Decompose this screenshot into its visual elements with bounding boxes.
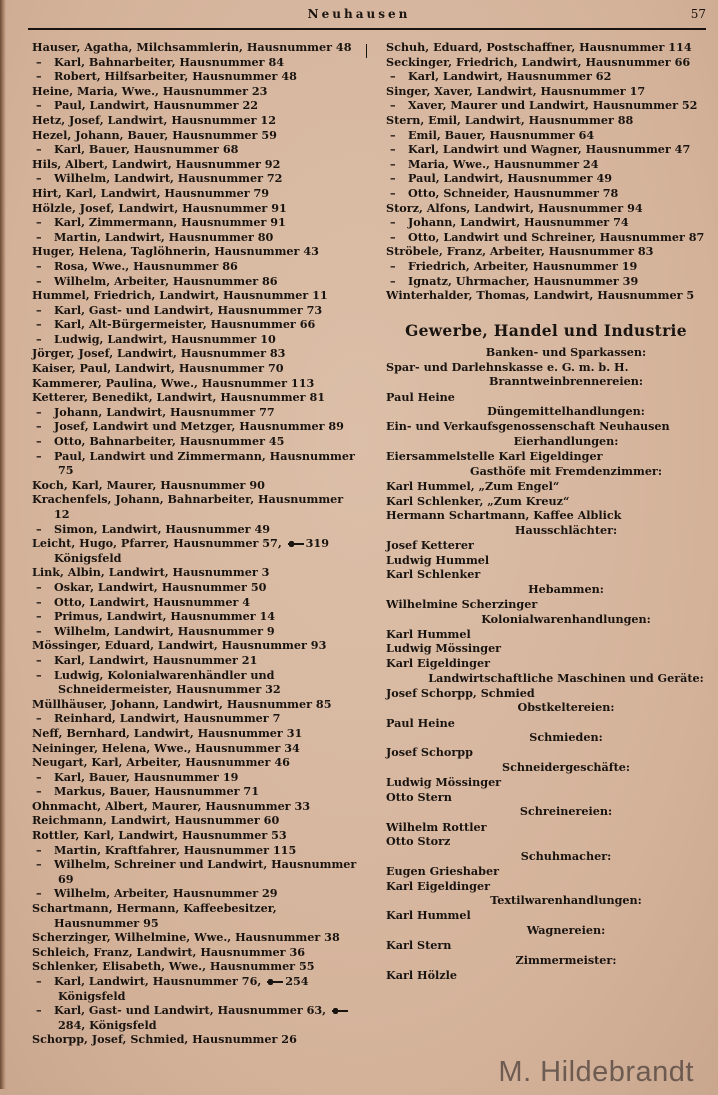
directory-entry (32, 40, 362, 55)
category-heading: Wagnereien: (526, 922, 606, 937)
ditto-dash: – (36, 974, 42, 988)
ditto-dash: – (390, 229, 396, 244)
business-item: Eugen Grieshaber (386, 864, 499, 878)
ditto-dash: – (390, 156, 396, 171)
ditto-dash: – (390, 273, 396, 288)
directory-entry (32, 215, 362, 230)
entry-text: Huger, Helena, Taglöhnerin, Hausnummer 43 (32, 244, 319, 259)
entry-text: Wilhelm, Schreiner und Landwirt, Hausnummer 69 (54, 857, 357, 886)
ditto-dash: – (36, 404, 42, 419)
directory-entry (32, 201, 362, 216)
directory-entry (32, 55, 362, 70)
entry-text: Otto, Landwirt, Hausnummer 4 (54, 594, 251, 609)
directory-entry (32, 84, 362, 99)
entry-text: Otto, Landwirt und Schreiner, Hausnummer 87 (408, 229, 705, 244)
business-item: Spar- und Darlehnskasse e. G. m. b. H. (386, 359, 629, 374)
ditto-dash: – (36, 448, 42, 463)
entry-text: Karl, Alt-Bürgermeister, Hausnummer 66 (54, 317, 316, 332)
entry-text: Karl, Landwirt, Hausnummer 62 (408, 69, 612, 84)
ditto-dash: – (36, 317, 42, 332)
directory-entry (32, 259, 362, 274)
entry-text: Scherzinger, Wilhelmine, Wwe., Hausnummer 38 (32, 930, 340, 945)
entry-text: Wilhelm, Arbeiter, Hausnummer 29 (54, 886, 278, 901)
business-item: Karl Hummel (386, 908, 471, 923)
section-title-business: Gewerbe, Handel und Industrie (405, 320, 687, 340)
entry-text: Hölzle, Josef, Landwirt, Hausnummer 91 (32, 200, 287, 215)
directory-entry (32, 668, 362, 697)
directory-entry (32, 755, 362, 770)
ditto-dash: – (36, 69, 42, 84)
directory-entry (32, 317, 362, 332)
directory-entry (32, 930, 362, 945)
category-heading: Banken- und Sparkassen: (485, 344, 647, 359)
directory-entry (32, 274, 362, 289)
column-divider (366, 44, 367, 58)
directory-entry (386, 113, 706, 128)
entry-text: Singer, Xaver, Landwirt, Hausnummer 17 (386, 83, 646, 98)
directory-entry (32, 711, 362, 726)
business-item: Karl Stern (386, 938, 452, 953)
directory-entry (32, 624, 362, 639)
entry-text: Otto, Schneider, Hausnummer 78 (408, 185, 619, 200)
entry-text: Neininger, Helena, Wwe., Hausnummer 34 (32, 740, 300, 755)
entry-text: Kammerer, Paulina, Wwe., Hausnummer 113 (32, 375, 315, 390)
entry-text: Friedrich, Arbeiter, Hausnummer 19 (408, 258, 638, 273)
ditto-dash: – (36, 609, 42, 624)
entry-text: Otto, Bahnarbeiter, Hausnummer 45 (54, 434, 285, 449)
entry-text: Schartmann, Hermann, Kaffeebesitzer, Hausnummer 95 (32, 901, 277, 930)
directory-entry (386, 259, 706, 274)
category-heading: Schuhmacher: (520, 848, 612, 863)
directory-entry (32, 901, 362, 930)
business-item: Karl Eigeldinger (386, 878, 491, 893)
business-directory (386, 345, 706, 983)
directory-entry (32, 580, 362, 595)
entry-text: Emil, Bauer, Hausnummer 64 (408, 127, 595, 142)
two-column-body (0, 30, 718, 1047)
entry-text: Winterhalder, Thomas, Landwirt, Hausnummer 5 (386, 288, 695, 303)
ditto-dash: – (36, 594, 42, 609)
business-item: Karl Hummel, „Zum Engel“ (386, 479, 560, 494)
ditto-dash: – (36, 142, 42, 157)
directory-entry (32, 128, 362, 143)
directory-entry (32, 536, 362, 565)
directory-entry (32, 726, 362, 741)
directory-entry (386, 288, 706, 303)
directory-entry (32, 784, 362, 799)
business-item: Karl Hummel (386, 626, 471, 641)
category-heading: Textilwarenhandlungen: (490, 893, 642, 908)
entry-text: Maria, Wwe., Hausnummer 24 (408, 156, 599, 171)
directory-entry (32, 959, 362, 974)
entry-text: Johann, Landwirt, Hausnummer 77 (54, 404, 275, 419)
directory-entry (32, 332, 362, 347)
directory-entry (32, 98, 362, 113)
entry-text: Karl, Bauer, Hausnummer 19 (54, 769, 239, 784)
directory-entry (386, 142, 706, 157)
ditto-dash: – (390, 215, 396, 230)
telephone-icon (332, 1008, 348, 1014)
entry-text: Martin, Landwirt, Hausnummer 80 (54, 229, 274, 244)
directory-entry (386, 215, 706, 230)
business-item: Karl Schlenker (386, 567, 481, 582)
ditto-dash: – (36, 331, 42, 346)
ditto-dash: – (36, 434, 42, 449)
directory-entry (32, 595, 362, 610)
entry-text: Paul, Landwirt, Hausnummer 22 (54, 98, 259, 113)
directory-entry (32, 522, 362, 537)
directory-entry (32, 697, 362, 712)
directory-entry (32, 638, 362, 653)
ditto-dash: – (36, 842, 42, 857)
category-heading: Zimmermeister: (515, 952, 617, 967)
entry-text: Schorpp, Josef, Schmied, Hausnummer 26 (32, 1032, 297, 1047)
resident-list-left (32, 40, 362, 1047)
category-heading: Hausschlächter: (514, 522, 618, 537)
ditto-dash: – (36, 711, 42, 726)
directory-entry (32, 434, 362, 449)
ditto-dash: – (390, 185, 396, 200)
ditto-dash: – (36, 667, 42, 682)
business-item: Karl Schlenker, „Zum Kreuz“ (386, 493, 570, 508)
entry-text: Heine, Maria, Wwe., Hausnummer 23 (32, 83, 268, 98)
category-heading: Gasthöfe mit Fremdenzimmer: (470, 463, 662, 478)
business-item: Karl Eigeldinger (386, 656, 491, 671)
category-heading: Schreinereien: (519, 804, 613, 819)
entry-text: Hezel, Johann, Bauer, Hausnummer 59 (32, 127, 277, 142)
directory-entry (32, 244, 362, 259)
entry-text: Martin, Kraftfahrer, Hausnummer 115 (54, 842, 297, 857)
entry-text: Josef, Landwirt und Metzger, Hausnummer 89 (54, 419, 344, 434)
directory-entry (386, 128, 706, 143)
entry-text: Wilhelm, Landwirt, Hausnummer 9 (54, 623, 275, 638)
business-item: Ludwig Mössinger (386, 641, 502, 656)
directory-entry (32, 945, 362, 960)
entry-text: Karl, Gast- und Landwirt, Hausnummer 73 (54, 302, 323, 317)
entry-text: Markus, Bauer, Hausnummer 71 (54, 784, 259, 799)
directory-entry (32, 171, 362, 186)
business-item: Eiersammelstelle Karl Eigeldinger (386, 449, 603, 464)
entry-text: Robert, Hilfsarbeiter, Hausnummer 48 (54, 69, 297, 84)
entry-text: Hirt, Karl, Landwirt, Hausnummer 79 (32, 185, 270, 200)
directory-entry (386, 98, 706, 113)
directory-entry (32, 303, 362, 318)
directory-entry (386, 201, 706, 216)
entry-text: Stern, Emil, Landwirt, Hausnummer 88 (386, 112, 634, 127)
directory-entry (32, 770, 362, 785)
entry-text: Reichmann, Landwirt, Hausnummer 60 (32, 813, 280, 828)
directory-entry (32, 346, 362, 361)
entry-text: Jörger, Josef, Landwirt, Hausnummer 83 (32, 346, 286, 361)
entry-text: Schuh, Eduard, Postschaffner, Hausnummer 114 (386, 40, 692, 54)
right-column (386, 40, 706, 983)
entry-text: Paul, Landwirt und Zimmermann, Hausnummer 75 (54, 448, 355, 478)
category-heading: Eierhandlungen: (513, 434, 619, 449)
ditto-dash: – (36, 784, 42, 799)
category-heading: Düngemittelhandlungen: (487, 404, 645, 419)
directory-entry (32, 609, 362, 624)
entry-text: Seckinger, Friedrich, Landwirt, Hausnummer 66 (386, 54, 691, 69)
entry-text: Hummel, Friedrich, Landwirt, Hausnummer 11 (32, 288, 328, 303)
resident-list-right (386, 40, 706, 303)
ditto-dash: – (390, 258, 396, 273)
business-item: Wilhelm Rottler (386, 819, 487, 834)
ditto-dash: – (390, 127, 396, 142)
ditto-dash: – (390, 98, 396, 113)
entry-text: Hetz, Josef, Landwirt, Hausnummer 12 (32, 112, 276, 127)
business-item: Ludwig Mössinger (386, 775, 502, 790)
ditto-dash: – (36, 419, 42, 434)
ditto-dash: – (36, 623, 42, 638)
directory-entry (32, 361, 362, 376)
ditto-dash: – (390, 142, 396, 157)
directory-entry (32, 857, 362, 886)
ditto-dash: – (36, 857, 42, 872)
ditto-dash: – (36, 171, 42, 186)
entry-text: Neff, Bernhard, Landwirt, Hausnummer 31 (32, 725, 303, 740)
entry-text: Hauser, Agatha, Milchsammlerin, Hausnummer 48 (32, 40, 352, 54)
entry-text: Karl, Bahnarbeiter, Hausnummer 84 (54, 54, 285, 69)
ditto-dash: – (36, 886, 42, 901)
entry-text: Wilhelm, Landwirt, Hausnummer 72 (54, 171, 283, 186)
business-item: Josef Schorpp, Schmied (386, 685, 535, 700)
directory-entry (386, 274, 706, 289)
directory-entry (32, 843, 362, 858)
business-item: Otto Stern (386, 789, 452, 804)
category-heading: Obstkeltereien: (517, 700, 615, 715)
ditto-dash: – (36, 302, 42, 317)
directory-entry (32, 828, 362, 843)
entry-text: Wilhelm, Arbeiter, Hausnummer 86 (54, 273, 278, 288)
directory-entry (32, 886, 362, 901)
page-title: Neuhausen (307, 7, 411, 21)
directory-entry (386, 186, 706, 201)
ditto-dash: – (36, 258, 42, 273)
ditto-dash: – (36, 1003, 42, 1018)
business-item: Ein- und Verkaufsgenossenschaft Neuhausen (386, 419, 670, 434)
category-heading: Hebammen: (528, 581, 604, 596)
directory-entry (386, 157, 706, 172)
business-item: Hermann Schartmann, Kaffee Alblick (386, 508, 622, 523)
ditto-dash: – (36, 273, 42, 288)
entry-text: Karl, Bauer, Hausnummer 68 (54, 142, 239, 157)
business-item: Paul Heine (386, 715, 455, 730)
directory-entry (386, 230, 706, 245)
entry-text: Primus, Landwirt, Hausnummer 14 (54, 609, 276, 624)
ditto-dash: – (36, 54, 42, 69)
directory-entry (32, 157, 362, 172)
entry-text: Karl, Landwirt und Wagner, Hausnummer 47 (408, 142, 691, 157)
directory-entry (32, 376, 362, 391)
directory-entry (386, 69, 706, 84)
entry-text: Simon, Landwirt, Hausnummer 49 (54, 521, 271, 536)
entry-text: Ludwig, Landwirt, Hausnummer 10 (54, 331, 276, 346)
category-heading: Branntweinbrennereien: (488, 374, 644, 389)
directory-entry (32, 69, 362, 84)
directory-entry (32, 492, 362, 521)
ditto-dash: – (36, 521, 42, 536)
directory-entry (386, 84, 706, 99)
business-item: Otto Storz (386, 834, 451, 849)
category-heading: Schneidergeschäfte: (501, 760, 631, 775)
category-heading: Schmieden: (529, 730, 603, 745)
directory-entry (32, 1003, 362, 1032)
directory-entry (32, 230, 362, 245)
category-heading: Landwirtschaftliche Maschinen und Geräte: (428, 670, 704, 685)
telephone-icon (267, 979, 283, 985)
directory-entry (32, 478, 362, 493)
entry-text: Karl, Landwirt, Hausnummer 21 (54, 652, 258, 667)
ditto-dash: – (36, 229, 42, 244)
phone-number: 284, Königsfeld (58, 1017, 157, 1032)
ditto-dash: – (36, 215, 42, 230)
directory-entry (386, 55, 706, 70)
telephone-icon (288, 541, 304, 547)
directory-entry (32, 799, 362, 814)
directory-entry (386, 171, 706, 186)
directory-entry (32, 186, 362, 201)
directory-entry (32, 565, 362, 580)
entry-text: Karl, Zimmermann, Hausnummer 91 (54, 215, 286, 230)
directory-entry (32, 419, 362, 434)
business-item: Ludwig Hummel (386, 552, 490, 567)
entry-text: Ströbele, Franz, Arbeiter, Hausnummer 83 (386, 244, 654, 259)
directory-entry (32, 142, 362, 157)
directory-entry (32, 288, 362, 303)
entry-text: Link, Albin, Landwirt, Hausnummer 3 (32, 565, 270, 580)
ditto-dash: – (390, 171, 396, 186)
business-item: Paul Heine (386, 389, 455, 404)
directory-entry (32, 405, 362, 420)
page-number: 57 (690, 7, 706, 21)
category-heading: Kolonialwarenhandlungen: (481, 611, 651, 626)
entry-text: Schlenker, Elisabeth, Wwe., Hausnummer 55 (32, 959, 315, 974)
directory-entry (32, 653, 362, 668)
phone-number: 254 Königsfeld (58, 974, 309, 1003)
entry-text: Müllhäuser, Johann, Landwirt, Hausnummer 85 (32, 696, 332, 711)
entry-text: Krachenfels, Johann, Bahnarbeiter, Hausnummer 12 (32, 492, 344, 521)
ditto-dash: – (36, 652, 42, 667)
entry-text: Karl, Landwirt, Hausnummer 76, (54, 974, 262, 988)
entry-text: Hils, Albert, Landwirt, Hausnummer 92 (32, 156, 281, 171)
entry-text: Mössinger, Eduard, Landwirt, Hausnummer 93 (32, 638, 327, 653)
ditto-dash: – (36, 98, 42, 113)
entry-text: Ignatz, Uhrmacher, Hausnummer 39 (408, 273, 639, 288)
directory-entry (32, 813, 362, 828)
business-item: Josef Ketterer (386, 538, 474, 553)
entry-text: Xaver, Maurer und Landwirt, Hausnummer 52 (408, 98, 698, 113)
running-head (0, 0, 718, 28)
business-item: Wilhelmine Scherzinger (386, 597, 538, 612)
entry-text: Ketterer, Benedikt, Landwirt, Hausnummer 81 (32, 390, 326, 405)
directory-entry (32, 741, 362, 756)
watermark: M. Hildebrandt (498, 1055, 694, 1088)
directory-entry (32, 974, 362, 1003)
entry-text: Karl, Gast- und Landwirt, Hausnummer 63, (54, 1003, 327, 1018)
entry-text: Reinhard, Landwirt, Hausnummer 7 (54, 711, 281, 726)
business-item: Josef Schorpp (386, 745, 473, 760)
entry-text: Ohnmacht, Albert, Maurer, Hausnummer 33 (32, 798, 311, 813)
entry-text: Johann, Landwirt, Hausnummer 74 (408, 215, 629, 230)
entry-text: Neugart, Karl, Arbeiter, Hausnummer 46 (32, 755, 290, 770)
entry-text: Rottler, Karl, Landwirt, Hausnummer 53 (32, 828, 287, 843)
entry-text: Schleich, Franz, Landwirt, Hausnummer 36 (32, 944, 306, 959)
directory-entry (32, 1032, 362, 1047)
directory-entry (32, 390, 362, 405)
entry-text: Paul, Landwirt, Hausnummer 49 (408, 171, 613, 186)
ditto-dash: – (36, 579, 42, 594)
phone-number: 319 Königsfeld (54, 536, 329, 565)
directory-entry (32, 449, 362, 478)
business-item: Karl Hölzle (386, 967, 458, 982)
ditto-dash: – (390, 69, 396, 84)
ditto-dash: – (36, 769, 42, 784)
directory-entry (386, 244, 706, 259)
entry-text: Ludwig, Kolonialwarenhändler und Schneidermeister, Hausnummer 32 (54, 667, 281, 697)
entry-text: Rosa, Wwe., Hausnummer 86 (54, 258, 238, 273)
entry-text: Kaiser, Paul, Landwirt, Hausnummer 70 (32, 361, 284, 376)
entry-text: Koch, Karl, Maurer, Hausnummer 90 (32, 477, 265, 492)
entry-text: Leicht, Hugo, Pfarrer, Hausnummer 57, (32, 536, 282, 551)
entry-text: Storz, Alfons, Landwirt, Hausnummer 94 (386, 200, 643, 215)
directory-entry (386, 40, 706, 55)
entry-text: Oskar, Landwirt, Hausnummer 50 (54, 579, 267, 594)
directory-entry (32, 113, 362, 128)
